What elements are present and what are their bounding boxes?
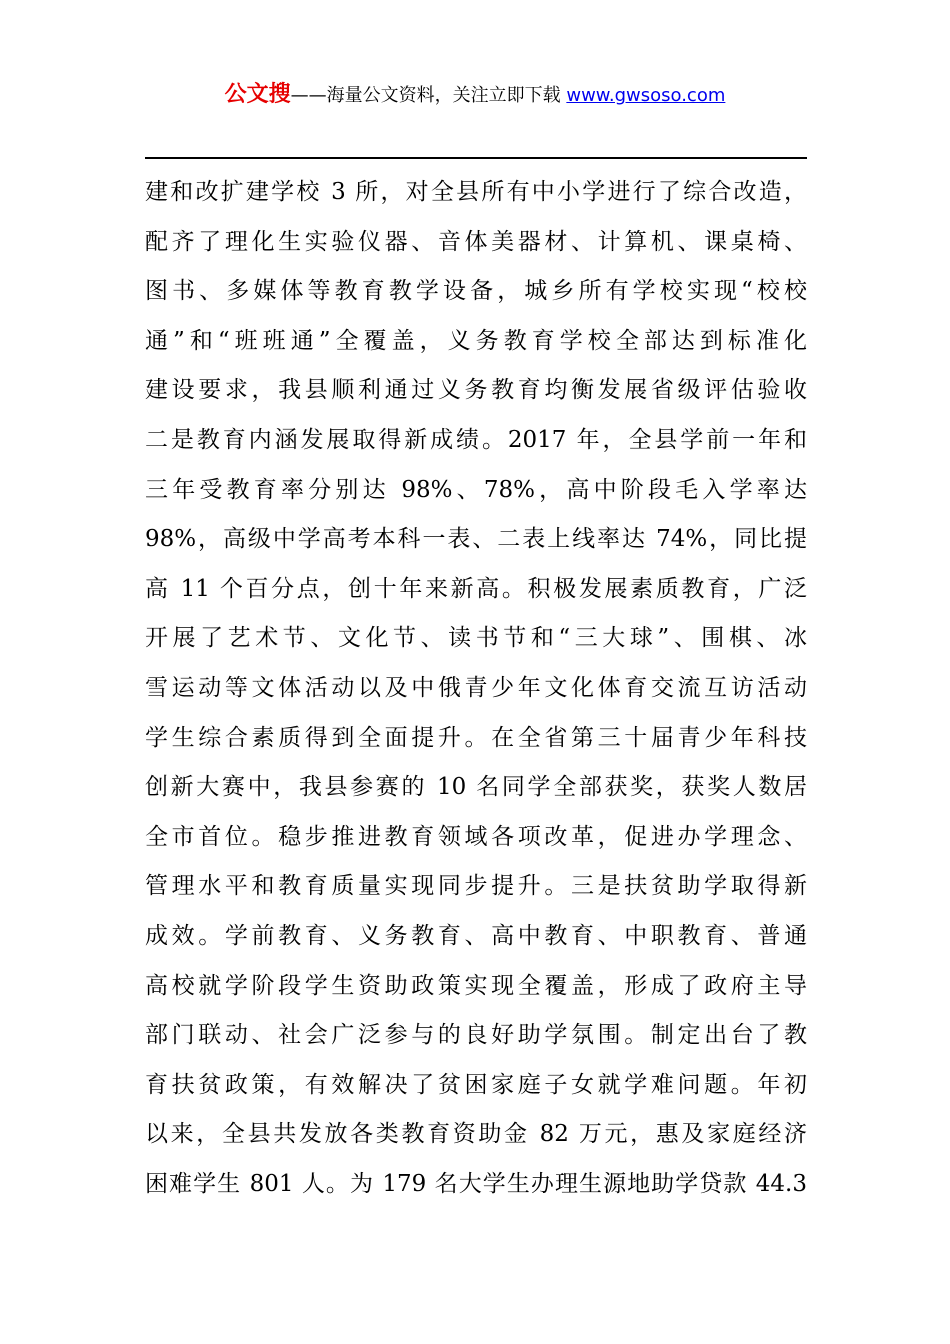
body-line: 图书、多媒体等教育教学设备，城乡所有学校实现“校校 xyxy=(145,278,807,305)
body-line: 开展了艺术节、文化节、读书节和“三大球”、围棋、冰 xyxy=(145,625,807,652)
body-line: 二是教育内涵发展取得新成绩。2017 年，全县学前一年和 xyxy=(145,426,807,453)
body-line: 高 11 个百分点，创十年来新高。积极发展素质教育，广泛 xyxy=(145,575,807,602)
body-line: 创新大赛中，我县参赛的 10 名同学全部获奖，获奖人数居 xyxy=(145,774,807,801)
body-line: 高校就学阶段学生资助政策实现全覆盖，形成了政府主导 xyxy=(145,972,807,999)
brand-name: 公文搜 xyxy=(224,82,291,107)
header-divider xyxy=(145,157,807,159)
body-line: 全市首位。稳步推进教育领域各项改革，促进办学理念、 xyxy=(145,823,807,850)
header-slogan: ——海量公文资料，关注立即下载 xyxy=(290,85,561,106)
body-line: 育扶贫政策，有效解决了贫困家庭子女就学难问题。年初 xyxy=(145,1071,807,1098)
body-line: 通”和“班班通”全覆盖，义务教育学校全部达到标准化 xyxy=(145,327,807,354)
body-line: 雪运动等文体活动以及中俄青少年文化体育交流互访活动 xyxy=(145,674,807,701)
body-line: 配齐了理化生实验仪器、音体美器材、计算机、课桌椅、 xyxy=(145,228,807,255)
body-line: 管理水平和教育质量实现同步提升。三是扶贫助学取得新 xyxy=(145,873,807,900)
body-line: 困难学生 801 人。为 179 名大学生办理生源地助学贷款 44.3 xyxy=(145,1170,807,1197)
body-line: 以来，全县共发放各类教育资助金 82 万元，惠及家庭经济 xyxy=(145,1121,807,1148)
body-line: 部门联动、社会广泛参与的良好助学氛围。制定出台了教 xyxy=(145,1022,807,1049)
body-line: 成效。学前教育、义务教育、高中教育、中职教育、普通 xyxy=(145,922,807,949)
document-body xyxy=(145,168,807,1209)
body-line: 学生综合素质得到全面提升。在全省第三十届青少年科技 xyxy=(145,724,807,751)
site-link[interactable]: www.gwsoso.com xyxy=(566,85,726,106)
page-header xyxy=(0,80,950,111)
body-line: 建和改扩建学校 3 所，对全县所有中小学进行了综合改造， xyxy=(145,179,807,205)
body-line: 98%，高级中学高考本科一表、二表上线率达 74%，同比提 xyxy=(145,526,807,553)
body-line: 三年受教育率分别达 98%、78%，高中阶段毛入学率达 xyxy=(145,476,807,503)
body-line: 建设要求，我县顺利通过义务教育均衡发展省级评估验收 xyxy=(145,377,807,404)
